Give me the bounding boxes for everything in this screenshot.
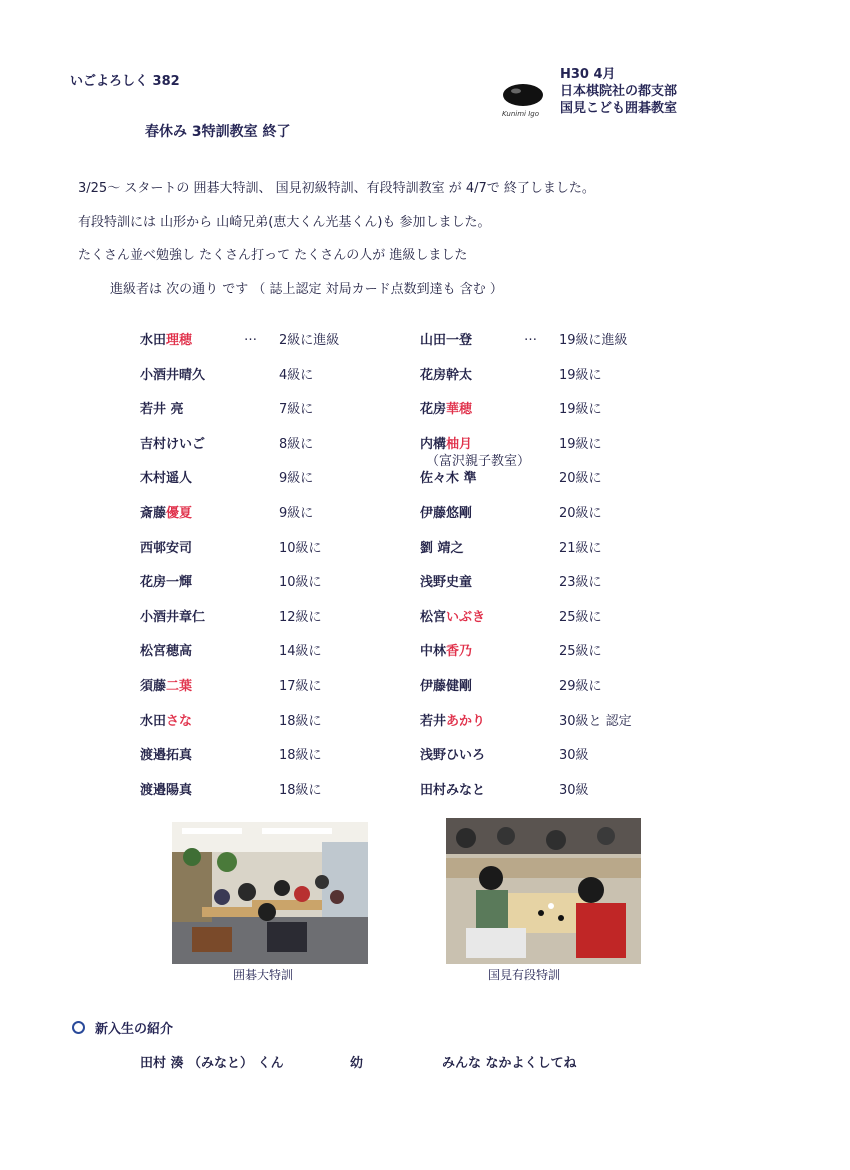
photo-1-caption: 囲碁大特訓 xyxy=(233,968,294,982)
student-surname: 伊藤健剛 xyxy=(420,679,473,694)
student-name xyxy=(420,744,485,763)
header-org xyxy=(560,66,677,117)
student-surname: 中林 xyxy=(420,644,447,659)
logo-text: Kunimi Igo xyxy=(502,110,539,118)
student-name xyxy=(140,467,192,486)
header-org-line1: 日本棋院社の都支部 xyxy=(560,84,678,99)
student-name xyxy=(140,398,184,417)
student-name xyxy=(140,640,192,659)
student-name xyxy=(140,571,192,590)
student-name xyxy=(140,606,205,625)
student-level: 23級に xyxy=(559,575,602,590)
student-surname: 渡邉陽真 xyxy=(140,783,193,798)
student-name xyxy=(420,502,472,521)
student-surname: 内構 xyxy=(420,437,447,452)
student-given-name: あかり xyxy=(446,714,486,729)
student-given-name: 理穂 xyxy=(166,333,193,348)
student-level: 25級に xyxy=(559,644,602,659)
student-name xyxy=(140,779,192,798)
header-date: H30 4月 xyxy=(560,67,616,82)
student-note: （富沢親子教室） xyxy=(426,454,531,469)
section-new-students xyxy=(72,1018,173,1037)
paragraph-2: 有段特訓には 山形から 山崎兄弟(恵大くん光基くん)も 参加しました。 xyxy=(78,215,491,230)
new-student-message: みんな なかよくしてね xyxy=(442,1056,577,1071)
photo-2-caption: 国見有段特訓 xyxy=(488,968,561,982)
photo-igo-special-training xyxy=(172,822,368,964)
student-name xyxy=(420,779,485,798)
student-surname: 松宮 xyxy=(420,610,447,625)
student-surname: 佐々木 準 xyxy=(420,471,477,486)
student-level: 20級に xyxy=(559,471,602,486)
student-name xyxy=(140,744,192,763)
student-surname: 水田 xyxy=(140,714,167,729)
student-level: 10級に xyxy=(279,575,322,590)
student-level: 19級に xyxy=(559,402,602,417)
paragraph-1: 3/25～ スタートの 囲碁大特訓、 国見初級特訓、有段特訓教室 が 4/7で 終了しました。 xyxy=(78,181,595,196)
student-given-name: 二葉 xyxy=(166,679,193,694)
student-surname: 松宮穂高 xyxy=(140,644,193,659)
student-surname: 劉 靖之 xyxy=(420,541,464,556)
student-given-name: いぶき xyxy=(446,610,486,625)
student-level: 19級に xyxy=(559,437,602,452)
student-name xyxy=(420,398,472,417)
student-level: 18級に xyxy=(279,783,322,798)
student-surname: 浅野ひいろ xyxy=(420,748,486,763)
student-surname: 若井 亮 xyxy=(140,402,184,417)
circle-bullet-icon xyxy=(72,1021,85,1034)
student-surname: 浅野史童 xyxy=(420,575,473,590)
student-name xyxy=(140,710,192,729)
student-name xyxy=(140,537,192,556)
student-name xyxy=(140,502,192,521)
student-level: 12級に xyxy=(279,610,322,625)
student-name xyxy=(420,640,472,659)
student-surname: 花房一輝 xyxy=(140,575,193,590)
student-name xyxy=(140,329,192,348)
student-surname: 吉村けいご xyxy=(140,437,206,452)
new-student-name: 田村 湊 （みなと） くん xyxy=(140,1056,284,1071)
student-name xyxy=(140,364,205,383)
header-org-line2: 国見こども囲碁教室 xyxy=(560,101,678,116)
student-name xyxy=(420,710,485,729)
student-name xyxy=(420,675,472,694)
student-surname: 須藤 xyxy=(140,679,167,694)
student-name xyxy=(420,537,464,556)
student-surname: 山田一登 xyxy=(420,333,473,348)
student-level: 21級に xyxy=(559,541,602,556)
student-surname: 西邨安司 xyxy=(140,541,193,556)
student-name xyxy=(420,364,472,383)
student-level: 18級に xyxy=(279,714,322,729)
student-given-name: さな xyxy=(166,714,193,729)
photo-kunimi-dan-training xyxy=(446,818,641,964)
student-surname: 小酒井晴久 xyxy=(140,368,206,383)
student-name xyxy=(420,606,485,625)
student-level: 30級と 認定 xyxy=(559,714,632,729)
student-level: 29級に xyxy=(559,679,602,694)
dots-separator: … xyxy=(524,329,537,344)
student-surname: 斎藤 xyxy=(140,506,167,521)
student-level: 4級に xyxy=(279,368,314,383)
student-level: 30級 xyxy=(559,783,589,798)
student-name xyxy=(420,571,472,590)
student-level: 9級に xyxy=(279,506,314,521)
student-surname: 花房 xyxy=(420,402,447,417)
student-surname: 若井 xyxy=(420,714,447,729)
student-level: 2級に進級 xyxy=(279,333,340,348)
paragraph-3: たくさん並べ勉強し たくさん打って たくさんの人が 進級しました xyxy=(78,248,468,263)
student-name xyxy=(420,329,472,348)
page-title: 春休み 3特訓教室 終了 xyxy=(145,124,291,140)
student-name xyxy=(140,675,192,694)
student-surname: 渡邉拓真 xyxy=(140,748,193,763)
student-surname: 伊藤悠剛 xyxy=(420,506,473,521)
student-given-name: 柚月 xyxy=(446,437,473,452)
student-given-name: 優夏 xyxy=(166,506,193,521)
student-level: 7級に xyxy=(279,402,314,417)
section-title: 新入生の紹介 xyxy=(95,1022,174,1037)
student-surname: 木村遥人 xyxy=(140,471,193,486)
student-name xyxy=(420,467,477,486)
dots-separator: … xyxy=(244,329,257,344)
student-level: 10級に xyxy=(279,541,322,556)
new-student-age: 幼 xyxy=(350,1056,364,1071)
student-level: 8級に xyxy=(279,437,314,452)
student-surname: 水田 xyxy=(140,333,167,348)
student-name xyxy=(140,433,205,452)
student-level: 30級 xyxy=(559,748,589,763)
student-given-name: 香乃 xyxy=(446,644,473,659)
student-surname: 田村みなと xyxy=(420,783,486,798)
student-surname: 小酒井章仁 xyxy=(140,610,206,625)
student-level: 25級に xyxy=(559,610,602,625)
student-surname: 花房幹太 xyxy=(420,368,473,383)
paragraph-4: 進級者は 次の通り です （ 誌上認定 対局カード点数到達も 含む ） xyxy=(110,282,503,297)
student-level: 14級に xyxy=(279,644,322,659)
student-level: 19級に xyxy=(559,368,602,383)
issue-label: いごよろしく 382 xyxy=(70,74,180,89)
student-level: 19級に進級 xyxy=(559,333,628,348)
student-level: 17級に xyxy=(279,679,322,694)
student-level: 18級に xyxy=(279,748,322,763)
student-level: 9級に xyxy=(279,471,314,486)
student-level: 20級に xyxy=(559,506,602,521)
student-given-name: 華穂 xyxy=(446,402,473,417)
